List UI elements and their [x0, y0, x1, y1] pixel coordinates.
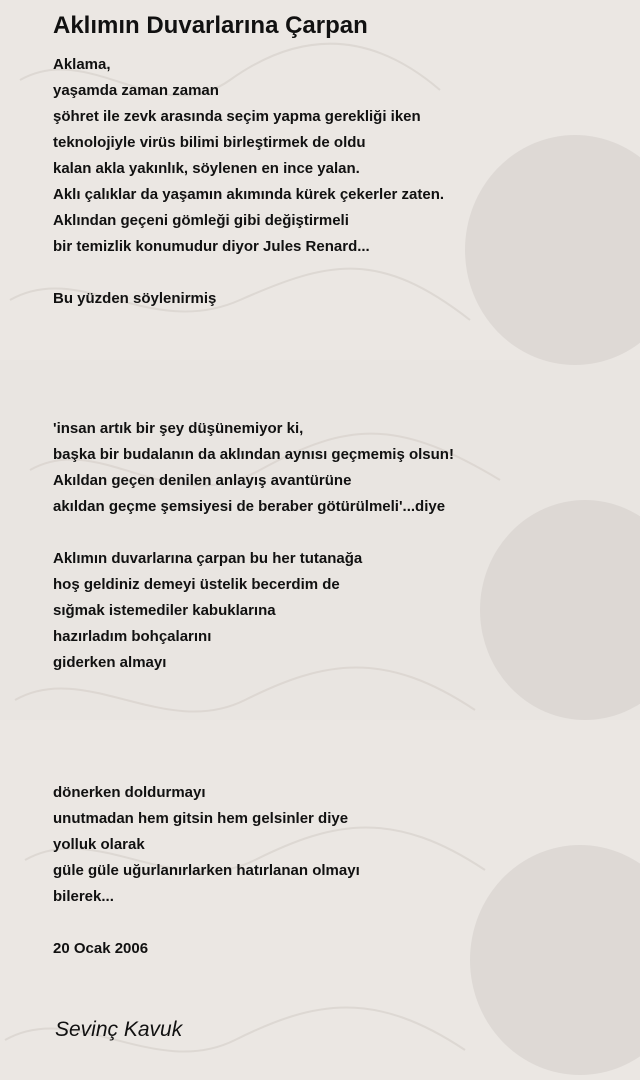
poem-line: akıldan geçme şemsiyesi de beraber götürülmeli'...diye [53, 498, 446, 515]
poem-line [53, 390, 613, 416]
poem-line: hazırladım bohçalarını [53, 628, 212, 645]
poem-line [53, 910, 613, 936]
poem-line: Aklı çalıklar da yaşamın akımında kürek çekerler zaten. [53, 186, 445, 203]
poem-line: sığmak istemediler kabuklarına [53, 602, 276, 619]
poem-line: bilerek... [53, 888, 114, 905]
poem-line: Aklından geçeni gömleği gibi değiştirmeli [53, 212, 349, 229]
poem-title: Aklımın Duvarlarına Çarpan [53, 12, 368, 39]
poem-line: Aklama, [53, 56, 111, 73]
poem-line: giderken almayı [53, 654, 167, 671]
poem-line: başka bir budalanın da aklından aynısı geçmemiş olsun! [53, 446, 454, 463]
poem-line: 'insan artık bir şey düşünemiyor ki, [53, 420, 304, 437]
poem-line: teknolojiyle virüs bilimi birleştirmek de oldu [53, 134, 366, 151]
poem-body [53, 52, 613, 962]
poem-line [53, 754, 613, 780]
poem-line: dönerken doldurmayı [53, 784, 206, 801]
poem-line [53, 702, 613, 728]
poem-line: Bu yüzden söylenirmiş [53, 290, 217, 307]
poem-line: şöhret ile zevk arasında seçim yapma gerekliği iken [53, 108, 421, 125]
poem-line: Aklımın duvarlarına çarpan bu her tutanağa [53, 550, 363, 567]
poem-line [53, 338, 613, 364]
poem-line [53, 312, 613, 338]
poem-line: yaşamda zaman zaman [53, 82, 219, 99]
poem-line [53, 676, 613, 702]
poem-line [53, 520, 613, 546]
poem-line: bir temizlik konumudur diyor Jules Renard... [53, 238, 370, 255]
poem-line: Akıldan geçen denilen anlayış avantürüne [53, 472, 352, 489]
poem-line [53, 260, 613, 286]
poem-line: yolluk olarak [53, 836, 145, 853]
poem-line: hoş geldiniz demeyi üstelik becerdim de [53, 576, 340, 593]
poem-author: Sevinç Kavuk [55, 1018, 183, 1041]
poem-line: güle güle uğurlanırlarken hatırlanan olmayı [53, 862, 360, 879]
poem-line [53, 364, 613, 390]
poem-line: kalan akla yakınlık, söylenen en ince yalan. [53, 160, 360, 177]
poem-line: unutmadan hem gitsin hem gelsinler diye [53, 810, 349, 827]
poem-line [53, 728, 613, 754]
poem-line: 20 Ocak 2006 [53, 940, 149, 957]
